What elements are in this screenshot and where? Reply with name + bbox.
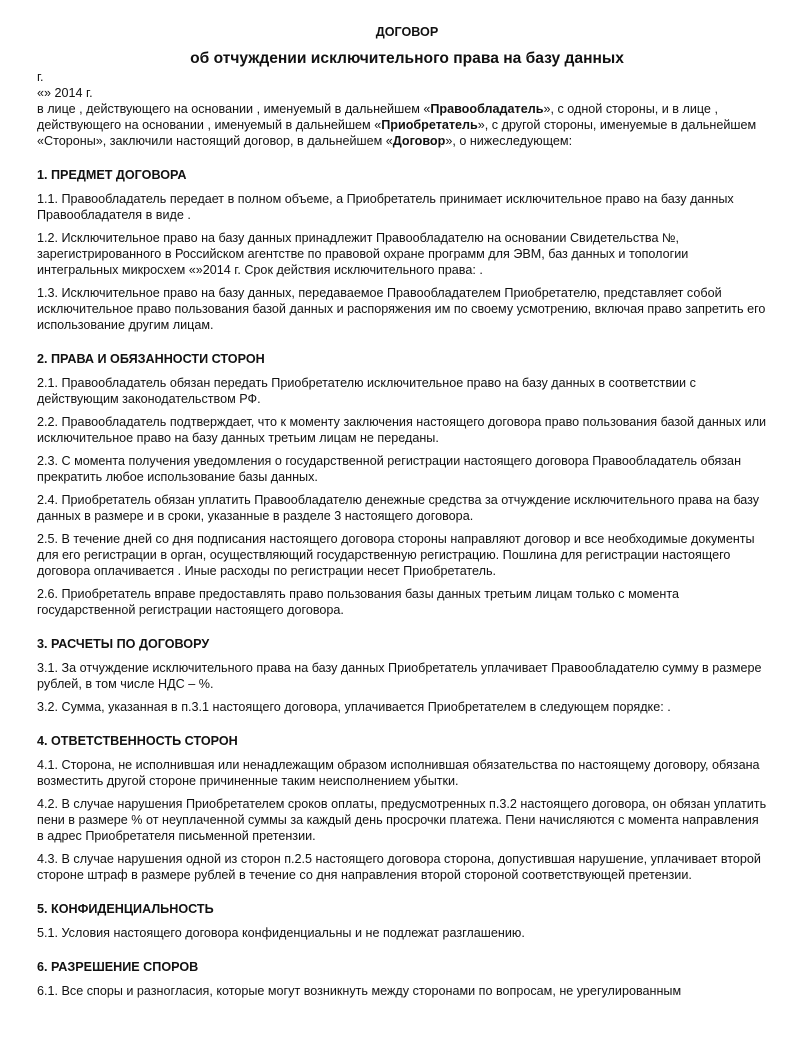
document-title: ДОГОВОР <box>375 25 439 39</box>
preamble-text: », о нижеследующем: <box>445 134 573 148</box>
clause: 6.1. Все споры и разногласия, которые могут возникнуть между сторонами по вопросам, не урегулированным <box>37 984 682 998</box>
date-line: «» 2014 г. <box>37 86 93 100</box>
clause: 2.5. В течение дней со дня подписания настоящего договора стороны направляют договор и все необходимые документы для его регистрации в орган, осуществляющий государственную регистрацию. Пошлина для регистрации настоящего договора оплачивается . Иные расходы по регистрации несет Приобретатель. <box>37 532 755 578</box>
section <box>37 733 767 883</box>
defined-term: Правообладатель <box>430 102 544 116</box>
section-heading: 1. ПРЕДМЕТ ДОГОВОРА <box>37 168 187 182</box>
clause: 4.2. В случае нарушения Приобретателем сроков оплаты, предусмотренных п.3.2 настоящего договора, он обязан уплатить пени в размере % от неуплаченной суммы за каждый день просрочки платежа. Пени начисляются с момента направления в адрес Приобретателя письменной претензии. <box>37 797 767 843</box>
clause: 4.3. В случае нарушения одной из сторон п.2.5 настоящего договора сторона, допустившая нарушение, уплачивает второй стороне штраф в размере рублей в течение со дня направления второй стороной соответствующей претензии. <box>37 852 761 882</box>
clause: 5.1. Условия настоящего договора конфиденциальны и не подлежат разглашению. <box>37 926 525 940</box>
clause: 1.2. Исключительное право на базу данных принадлежит Правообладателю на основании Свидетельства №, зарегистрированного в Российском агентстве по правовой охране программ для ЭВМ, баз данных и топологии интегральных микросхем «»2014 г. Срок действия исключительного права: . <box>37 231 689 277</box>
preamble <box>37 69 767 149</box>
document-subtitle: об отчуждении исключительного права на базу данных <box>190 50 624 67</box>
section <box>37 351 767 618</box>
section <box>37 167 767 333</box>
section-heading: 3. РАСЧЕТЫ ПО ДОГОВОРУ <box>37 637 210 651</box>
clause: 2.1. Правообладатель обязан передать Приобретателю исключительное право на базу данных в соответствии с действующим законодательством РФ. <box>37 376 696 406</box>
section-heading: 4. ОТВЕТСТВЕННОСТЬ СТОРОН <box>37 734 238 748</box>
clause: 3.1. За отчуждение исключительного права на базу данных Приобретатель уплачивает Правообладателю сумму в размере рублей, в том числе НДС – %. <box>37 661 762 691</box>
clause: 1.1. Правообладатель передает в полном объеме, а Приобретатель принимает исключительное право на базу данных Правообладателя в виде . <box>37 192 734 222</box>
defined-term: Приобретатель <box>381 118 478 132</box>
section <box>37 636 767 715</box>
preamble-text: », с другой стороны, именуемые в дальнейшем «Стороны», заключили настоящий договор, в дальнейшем « <box>37 118 757 148</box>
clause: 3.2. Сумма, указанная в п.3.1 настоящего договора, уплачивается Приобретателем в следующем порядке: . <box>37 700 671 714</box>
section <box>37 901 767 941</box>
section <box>37 959 767 999</box>
preamble-text: », с одной стороны, и в лице , действующего на основании , именуемый в дальнейшем « <box>37 102 718 132</box>
clause: 4.1. Сторона, не исполнившая или ненадлежащим образом исполнившая обязательства по настоящему договору, обязана возместить другой стороне причиненные таким неисполнением убытки. <box>37 758 760 788</box>
clause: 2.2. Правообладатель подтверждает, что к моменту заключения настоящего договора право пользования базой данных или исключительное право на базу данных третьим лицам не переданы. <box>37 415 767 445</box>
sections-container <box>37 167 767 999</box>
section-heading: 6. РАЗРЕШЕНИЕ СПОРОВ <box>37 960 199 974</box>
clause: 2.6. Приобретатель вправе предоставлять право пользования базы данных третьим лицам только с момента государственной регистрации настоящего договора. <box>37 587 679 617</box>
parties-paragraph <box>37 101 767 149</box>
defined-term: Договор <box>392 134 446 148</box>
document-page <box>37 0 767 1006</box>
city-line: г. <box>37 70 44 84</box>
clause: 2.4. Приобретатель обязан уплатить Правообладателю денежные средства за отчуждение исключительного права на базу данных в размере и в сроки, указанные в разделе 3 настоящего договора. <box>37 493 760 523</box>
section-heading: 2. ПРАВА И ОБЯЗАННОСТИ СТОРОН <box>37 352 265 366</box>
preamble-text: в лице , действующего на основании , именуемый в дальнейшем « <box>37 102 431 116</box>
clause: 2.3. С момента получения уведомления о государственной регистрации настоящего договора Правообладатель обязан прекратить любое использование базы данных. <box>37 454 742 484</box>
section-heading: 5. КОНФИДЕНЦИАЛЬНОСТЬ <box>37 902 214 916</box>
clause: 1.3. Исключительное право на базу данных, передаваемое Правообладателем Приобретателю, представляет собой исключительное право пользования базой данных и распоряжения им по своему усмотрению, включая право запретить его использование другим лицам. <box>37 286 766 332</box>
